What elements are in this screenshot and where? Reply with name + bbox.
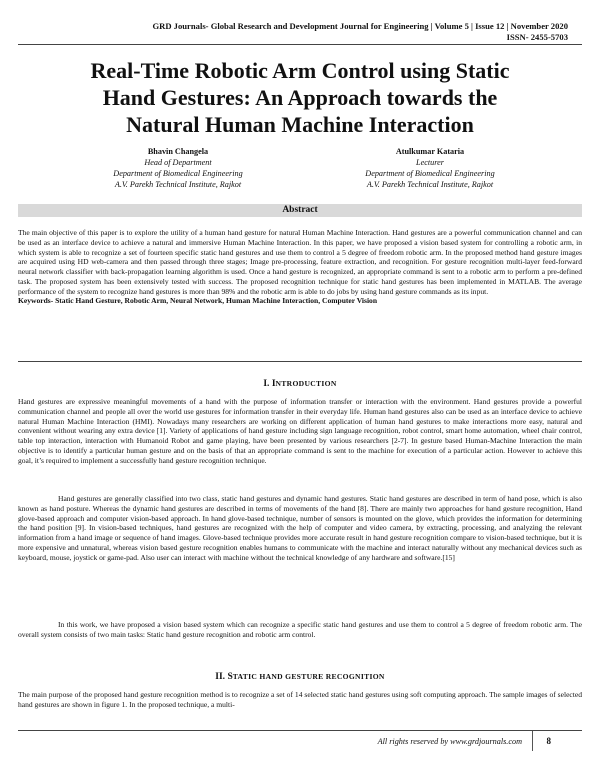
footer-rule (18, 730, 582, 731)
abstract-body (18, 228, 582, 306)
abstract-rule (18, 361, 582, 362)
keywords: Keywords- Static Hand Gesture, Robotic Arm, Neural Network, Human Machine Interaction, Computer Vision (18, 296, 378, 306)
header-rule (18, 44, 582, 45)
journal-site-link[interactable]: www.grdjournals.com (450, 737, 522, 746)
paper-title (40, 57, 560, 138)
author-role: Head of Department (144, 158, 212, 167)
author-department: Department of Biomedical Engineering (113, 169, 243, 178)
abstract-text: The main objective of this paper is to explore the utility of a human hand gesture for natural Human Machine Interaction. Hand gestures are a powerful communication channel and can be used as an interface device to achieve a natural and immersive Human Machine Interaction. In this paper, we have proposed a vision based system for controlling a robotic arm, in which system is able to recognize a set of fourteen specific static hand gestures and use them to control a 5 degree of freedom robotic arm. In the proposed method hand gesture images are acquired using HD web-camera and then passed through three stages; Image pre-processing, feature extraction, and recognition. For gesture recognition multi-layer feed-forward neural network classifier with back-propagation learning algorithm is used. Once a hand gesture is recognized, an appropriate command is sent to a robotic arm to perform a pre-defined task. The proposed system has been extensively tested with success. The proposed recognition technique for static hand gestures has been implemented in MATLAB. The average performance of the system to recognize hand gestures is more than 98% and the robotic arm is able to do jobs by using hand gesture commands as its input. (18, 228, 582, 296)
author-role: Lecturer (416, 158, 444, 167)
abstract-heading: Abstract (18, 204, 582, 217)
section2-paragraph-1: The main purpose of the proposed hand gesture recognition method is to recognize a set of 14 selected static hand gestures using soft computing approach. The sample images of selected hand gestures are shown in figure 1. In the proposed technique, a multi- (18, 690, 582, 709)
author-department: Department of Biomedical Engineering (365, 169, 495, 178)
page-number: 8 (546, 736, 551, 746)
author-institute: A.V. Parekh Technical Institute, Rajkot (114, 180, 242, 189)
footer-rights: All rights reserved by www.grdjournals.com (377, 737, 522, 746)
section-heading-introduction: I. INTRODUCTION (263, 379, 337, 389)
title-line-1: Real-Time Robotic Arm Control using Static (90, 58, 510, 83)
section-heading-static-gesture: II. STATIC HAND GESTURE RECOGNITION (215, 672, 385, 682)
intro-paragraph-3: In this work, we have proposed a vision based system which can recognize a specific static hand gestures and use them to control a 5 degree of freedom robotic arm. The overall system consists of two main tasks: Static hand gesture recognition and robotic arm control. (18, 620, 582, 639)
author-name: Bhavin Changela (147, 147, 209, 156)
author-name: Atulkumar Kataria (395, 147, 465, 156)
title-line-3: Natural Human Machine Interaction (126, 112, 474, 137)
intro-paragraph-2: Hand gestures are generally classified into two class, static hand gestures and dynamic hand gestures. Static hand gestures are described in term of hand pose, which is also known as hand posture. Whereas the dynamic hand gestures are described in terms of movements of the hand [8]. There are mainly two approaches for hand gesture recognition, Hand glove-based approach and computer vision-based approach. In hand glove-based technique, number of sensors is mounted on the glove, which provides the information for determining the hand position [9]. In vision-based techniques, hand gestures are recognized with the help of computer and video camera, by extracting, processing, and analyzing the relevant information from a hand image or sequence of hand images. Glove-based technique provides more accurate result in hand gesture recognition compare to vision-based technique, but it is more expensive and unnatural, whereas vision based gesture recognition enables humans to communicate with the machine and interact naturally without any mechanical devices such as keyboard, mouse, joystick or game-pad. Also user can interact with machine without the technical knowledge of any hardware and software.[15] (18, 494, 582, 562)
footer-divider (532, 731, 533, 751)
intro-paragraph-1: Hand gestures are expressive meaningful movements of a hand with the purpose of information transfer or interaction with the environment. Hand gestures provide a powerful communication channel and people all over the world use gestures for information transfer in their everyday life. Human hand gestures also can be used as an interface device to achieve natural Human Machine Interaction (HMI). Nowadays many researchers are working on different application of human hand gestures to make interactions more easy, natural and convenient without wearing any extra device [1]. Variety of applications of hand gesture including sign language recognition, robot control, smart home automation, wheel chair control, table top interaction, interaction with Humanoid Robot and game playing, have been presented by various researchers [2-7]. In gesture based Human-Machine Interaction the main objective is to identify a particular human gesture and on the basis of that an appropriate command is sent to the machine for execution of a particular action. However to achieve this goal, it’s required to implement a successfully hand gesture recognition technique. (18, 397, 582, 465)
journal-header: GRD Journals- Global Research and Development Journal for Engineering | Volume 5 | Issue 12 | November 2020 (152, 21, 568, 31)
author-block-2 (330, 146, 530, 190)
author-institute: A.V. Parekh Technical Institute, Rajkot (366, 180, 494, 189)
author-block-1 (78, 146, 278, 190)
title-line-2: Hand Gestures: An Approach towards the (102, 85, 498, 110)
journal-issn: ISSN- 2455-5703 (506, 32, 568, 42)
